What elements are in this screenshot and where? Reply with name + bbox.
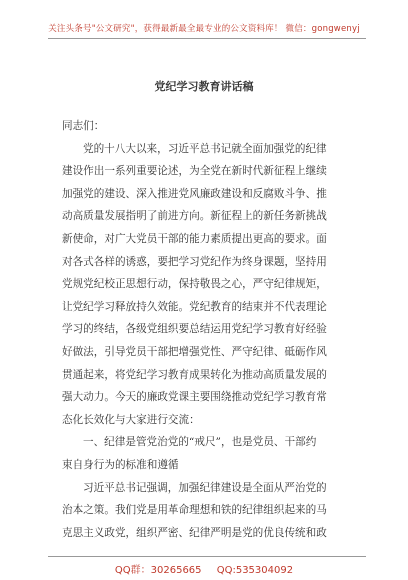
body-line: 贯通起来，将党纪学习教育成果转化为推动高质量发展的 <box>62 368 327 381</box>
footer <box>0 561 408 576</box>
salutation-line: 同志们： <box>62 120 105 132</box>
footer-qq-group: QQ群：30265665 <box>114 565 202 576</box>
body-line: 党的十八大以来，习近平总书记就全面加强党的纪律 <box>83 142 327 155</box>
body-line: 对各式各样的诱惑，要把学习党纪作为终身课题，坚持用 <box>62 255 327 268</box>
body-line: 新使命，对广大党员干部的能力素质提出更高的要求。面 <box>62 232 327 245</box>
document-title: 党纪学习教育讲话稿 <box>154 80 254 93</box>
body-line: 强大动力。今天的廉政党课主要围绕推动党纪学习教育常 <box>62 391 327 404</box>
header-banner: 关注头条号"公文研究"，获得最新最全最专业的公文资料库！ 微信：gongwenyj <box>48 24 360 34</box>
footer-qq: QQ:535304092 <box>216 565 294 576</box>
section-heading-line: 一、纪律是管党治党的“戒尺”，也是党员、干部约 <box>83 436 317 449</box>
body-line: 学习的终结，各级党组织要总结运用党纪学习教育好经验 <box>62 323 327 336</box>
body-line: 治本之策。我们党是用革命理想和铁的纪律组织起来的马 <box>62 504 327 517</box>
body-line: 好做法，引导党员干部把增强党性、严守纪律、砥砺作风 <box>62 345 327 358</box>
section-heading-line: 束自身行为的标准和遵循 <box>62 458 179 471</box>
body-line: 习近平总书记强调，加强纪律建设是全面从严治党的 <box>83 481 327 494</box>
header-divider <box>48 38 366 39</box>
body-line: 克思主义政党，组织严密、纪律严明是党的优良传统和政 <box>62 526 327 539</box>
footer-divider <box>48 556 366 557</box>
body-line: 态化长效化与大家进行交流： <box>62 413 200 426</box>
body-line: 加强党的建设、深入推进党风廉政建设和反腐败斗争、推 <box>62 187 327 200</box>
document-body <box>62 115 354 544</box>
body-line: 动高质量发展指明了前进方向。新征程上的新任务新挑战 <box>62 210 327 223</box>
body-line: 让党纪学习释放持久效能。党纪教育的结束并不代表理论 <box>62 300 327 313</box>
body-line: 建设作出一系列重要论述，为全党在新时代新征程上继续 <box>62 165 327 178</box>
body-line: 党规党纪校正思想行动，保持敬畏之心，严守纪律规矩， <box>62 278 327 291</box>
